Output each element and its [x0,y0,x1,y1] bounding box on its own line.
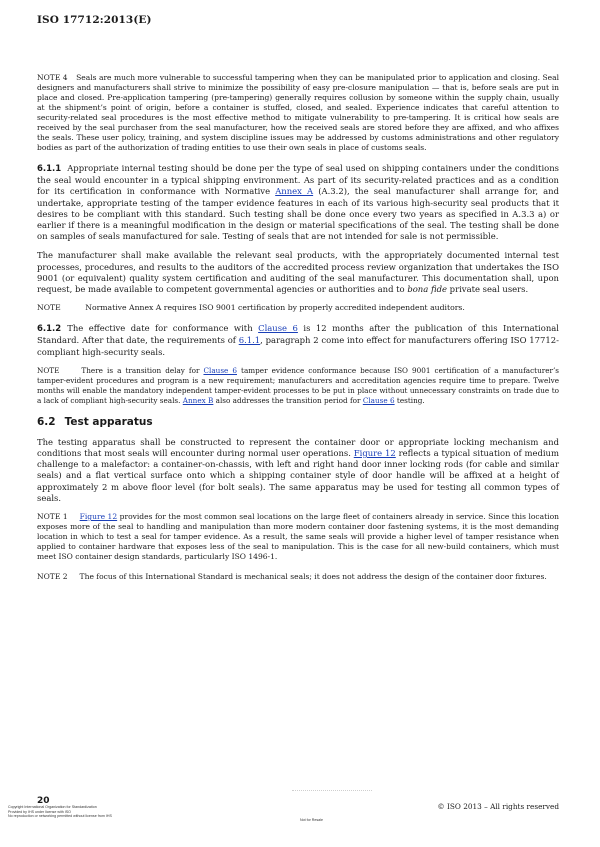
manufacturer-text-a: The manufacturer shall make available the relevant seal products, with the appropriately documented internal test processes, procedures, and results to the auditors of the accredited process review organization that undertakes the ISO 9001 (or equivalent) quality system certification and auditing of the seal manufacturer. This documentation shall, upon request, be made available to competent governmental agencies or authorities and to [37,250,559,295]
apparatus-text-b: reflects a typical situation of medium challenge to a malefactor: a container-on-chassis, with left and right hand door inner locking rods (for cable and similar seals) and a flat vertical surface onto which a shipping container style of door handle will be affixed at a height of approximately 2 m above floor level (for bolt seals). The same apparatus may be used for testing all common types of seals. [37,448,559,503]
clause-6-1-2 [37,323,559,358]
note-transition-text-a: There is a transition delay for [81,365,204,375]
footer-divider [292,790,372,792]
note-1 [37,512,559,562]
note-annex-a-text: Normative Annex A requires ISO 9001 certification by properly accredited independent auditors. [85,303,465,313]
page-number: 20 [37,796,50,806]
apparatus-paragraph [37,437,559,504]
resale-notice: Not for Resale [300,818,323,822]
annex-a-link[interactable]: Annex A [275,186,314,197]
note-transition-label: NOTE [37,365,60,375]
note-2-label: NOTE 2 [37,572,68,582]
note-4 [37,73,559,153]
document-header-id: ISO 17712:2013(E) [37,14,152,26]
note-2-text: The focus of this International Standard is mechanical seals; it does not address the design of the container door fixtures. [79,572,547,582]
clause-6-1-2-text-b: is 12 months after the publication of this International Standard. After that date, the requirements of [37,323,559,346]
note-transition-text-b: tamper evidence conformance because ISO 9001 certification of a manufacturer’s tamper-evident procedures and program is a new requirement; manufacturers and accreditation agencies require time to prepare. Twelve months will enable the mandatory independent tamper-evident processes to be put in place without unnecessary constraints on trade due to a lack of compliant high-security seals. [37,365,559,405]
section-6-2-number: 6.2 [37,415,56,428]
note-1-text: provides for the most common seal locations on the large fleet of containers already in service. Since this location exposes more of the seal to handling and manipulation than more modern container door fastening systems, it is the most demanding location in which to test a seal for tamper evidence. As a result, the same seals will provide a higher level of tamper resistance when applied to container hardware that exposes less of the seal to manipulation. This is the case for all new-build containers, which must meet ISO container design standards, particularly ISO 1496-1. [37,512,559,562]
note-2 [37,572,559,582]
license-line-3: No reproduction or networking permitted without license from IHS [8,814,112,819]
license-line-2: Provided by IHS under license with ISO [8,809,71,814]
section-6-2-title: Test apparatus [64,415,153,428]
figure-12-link[interactable]: Figure 12 [79,512,118,522]
document-body [37,73,559,592]
manufacturer-paragraph [37,250,559,295]
note-1-label: NOTE 1 [37,512,68,522]
note-transition [37,366,559,406]
license-line-1: Copyright International Organization for Standardization [8,805,97,809]
clause-6-1-1 [37,163,559,242]
note-transition-text-c: also addresses the transition period for [213,395,363,405]
clause-6-1-2-text-c: , paragraph 2 come into effect for manufacturers offering ISO 17712-compliant high-security seals. [37,335,559,357]
apparatus-text-a: The testing apparatus shall be constructed to represent the container door or appropriate locking mechanism and conditions that most seals will encounter during normal user operations. [37,436,559,459]
annex-b-link[interactable]: Annex B [182,395,214,405]
clause-6-link[interactable]: Clause 6 [258,323,298,334]
clause-6-1-1-number: 6.1.1 [37,164,62,174]
clause-6-1-2-number: 6.1.2 [37,324,62,335]
note-transition-text-d: testing. [394,395,425,405]
manufacturer-text-b: private seal users. [446,284,529,295]
copyright-notice: © ISO 2013 – All rights reserved [437,802,559,811]
clause-6-1-1-text-b: (A.3.2), the seal manufacturer shall arrange for, and undertake, appropriate testing of the tamper evidence features in each of its various high-security seal products that it desires to be compliant with this standard. Such testing shall be done once every two years as specified in A.3.3 a) or earlier if there is a meaningful modification in the design or material specifications of the seal. The testing shall be done on samples of seals manufactured for sale. Testing of seals that are not intended for sale is not permissible. [37,186,559,242]
manufacturer-italic: bona fide [407,284,447,295]
clause-6-link[interactable]: Clause 6 [362,395,395,405]
clause-6-1-1-text-a: Appropriate internal testing should be done per the type of seal used on shipping containers under the conditions the seal would encounter in a typical shipping environment. As part of its security-related practices and as a condition for its certification in conformance with Normative [37,163,559,197]
license-notice [8,805,112,819]
note-annex-a [37,303,559,313]
note-4-text: Seals are much more vulnerable to successful tampering when they can be manipulated prior to application and closing. Seal designers and manufacturers shall strive to minimize the possibility of easy pre-closure manipulation — that is, before seals are put in place and closed. Pre-application tampering (pre-tampering) generally requires collusion by someone within the supply chain, usually at the shipment’s point of origin, before a container is stuffed, closed, and sealed. Experience indicates that careful attention to security-related seal procedures is the most effective method to mitigate vulnerability to pre-tampering. It is critical how seals are received by the seal purchaser from the seal manufacturer, how the received seals are stored before they are affixed, and who affixes the seals. These user policy, training, and system discipline issues may be addressed by customs administrations and other regulatory bodies as part of the authorization of trading entities to use their own seals in place of customs seals. [37,73,559,152]
figure-12-link[interactable]: Figure 12 [353,448,396,459]
note-annex-a-label: NOTE [37,303,61,313]
clause-6-1-2-text-a: The effective date for conformance with [67,323,259,334]
note-4-label: NOTE 4 [37,73,68,82]
clause-6-link[interactable]: Clause 6 [203,365,237,375]
clause-6-1-1-link[interactable]: 6.1.1 [238,335,261,346]
section-heading-6-2 [37,416,559,428]
